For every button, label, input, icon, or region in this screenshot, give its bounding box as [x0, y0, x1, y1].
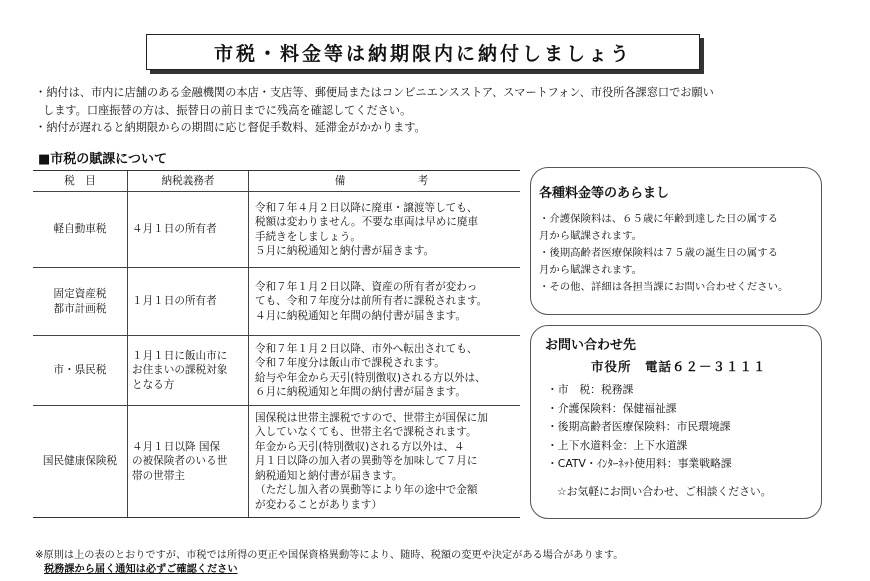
- contact-item: ・市 税：税務課: [547, 383, 634, 396]
- tax-name-cell: [33, 192, 128, 268]
- tax-table: [33, 170, 520, 518]
- fees-box-body: [539, 211, 821, 296]
- payer-cell: [128, 268, 249, 336]
- note-line: が変わることがあります）: [255, 498, 383, 511]
- intro-line: ・納付が遅れると納期限からの期間に応じ督促手数料、延滞金がかかります。: [35, 121, 426, 134]
- notes-cell: [249, 192, 521, 268]
- note-line: 年金から天引(特別徴収)される方以外は、４: [255, 440, 465, 453]
- page-title: 市税・料金等は納期限内に納付しましょう: [146, 34, 700, 70]
- table-row: [33, 336, 520, 406]
- header-notes: 備 考: [249, 171, 521, 192]
- note-line: （ただし加入者の異動等により年の途中で金額: [255, 484, 478, 497]
- fees-box-title: 各種料金等のあらまし: [539, 186, 670, 201]
- contact-item: ・後期高齢者医療保険料：市民環境課: [547, 420, 731, 433]
- note-line: 月１日以降の加入者の異動等を加味して７月に: [255, 455, 478, 468]
- header-tax-item: 税 目: [33, 171, 128, 192]
- note-line: 納税通知と納付書が届きます。: [255, 469, 403, 482]
- fees-line: ・介護保険料は、６５歳に年齢到達した日の属する: [539, 213, 778, 225]
- tax-name: 都市計画税: [53, 302, 107, 315]
- note-line: 入していなくても、世帯主名で課税されます。: [255, 426, 477, 439]
- fees-line: 月から賦課されます。: [539, 264, 643, 276]
- table-row: [33, 406, 520, 518]
- note-line: 税額は変わりません。不要な車両は早めに廃車: [255, 216, 479, 228]
- footnote: ※原則は上の表のとおりですが、市税では所得の更正や国保資格異動等により、随時、税額の変更や決定がある場合があります。: [35, 550, 624, 561]
- payer-line: ４月１日の所有者: [132, 223, 217, 236]
- intro-line: ・納付は、市内に店舗のある金融機関の本店・支店等、郵便局またはコンビニエンスストア、スマートフォン、市役所各課窓口でお願い: [35, 86, 714, 99]
- note-line: ４月に納税通知と年間の納付書が届きます。: [255, 309, 467, 322]
- tax-name-cell: [33, 336, 128, 406]
- contact-closing: ☆お気軽にお問い合わせ、ご相談ください。: [557, 484, 772, 498]
- note-line: 令和７年度分は飯山市で課税されます。: [255, 357, 445, 369]
- payer-line: 帯の世帯主: [132, 469, 185, 482]
- section-heading: ■市税の賦課について: [38, 152, 168, 167]
- tax-name: 市・県民税: [53, 364, 107, 377]
- note-line: ても、令和７年度分は前所有者に課税されます。: [255, 295, 488, 308]
- payer-cell: [128, 336, 249, 406]
- tax-name-cell: [33, 268, 128, 336]
- contact-box: [530, 325, 822, 519]
- fees-summary-box: [530, 167, 822, 315]
- tax-name-cell: [33, 406, 128, 518]
- notes-cell: [249, 336, 521, 406]
- note-line: 給与や年金から天引(特別徴収)される方以外は、: [255, 371, 486, 384]
- tax-name: 軽自動車税: [53, 223, 107, 236]
- payer-line: お住まいの課税対象: [132, 364, 228, 377]
- header-payer: 納税義務者: [128, 171, 249, 192]
- notes-cell: [249, 268, 521, 336]
- notes-cell: [249, 406, 521, 518]
- payer-line: １月１日の所有者: [132, 295, 217, 308]
- note-line: 令和７年４月２日以降に廃車・譲渡等しても、: [255, 201, 478, 214]
- payer-line: の被保険者のいる世: [132, 455, 228, 468]
- contact-item: ・CATV・ｲﾝﾀｰﾈｯﾄ使用料：事業戦略課: [547, 457, 732, 470]
- intro-notes: [35, 84, 835, 137]
- contact-list: [547, 381, 821, 474]
- contact-item: ・上下水道料金：上下水道課: [547, 438, 688, 452]
- note-line: 令和７年１月２日以降、市外へ転出されても、: [255, 342, 478, 355]
- contact-box-title: お問い合わせ先: [545, 338, 637, 353]
- office-phone: 市役所 電話６２－３１１１: [591, 359, 767, 374]
- note-line: 手続きをしましょう。: [255, 230, 361, 243]
- payer-line: １月１日に飯山市に: [132, 349, 228, 362]
- table-row: [33, 192, 520, 268]
- note-line: ５月に納税通知と納付書が届きます。: [255, 245, 435, 257]
- fees-line: ・その他、詳細は各担当課にお問い合わせください。: [539, 281, 789, 293]
- note-line: ６月に納税通知と年間の納付書が届きます。: [255, 386, 467, 398]
- table-row: [33, 268, 520, 336]
- note-line: 令和７年１月２日以降、資産の所有者が変わっ: [255, 280, 478, 293]
- fees-line: 月から賦課されます。: [539, 230, 643, 242]
- intro-line: します。口座振替の方は、振替日の前日までに残高を確認してください。: [43, 103, 412, 117]
- table-header-row: [33, 171, 520, 192]
- tax-name: 固定資産税: [53, 288, 107, 300]
- payer-line: ４月１日以降 国保: [132, 440, 221, 453]
- contact-item: ・介護保険料：保健福祉課: [547, 401, 677, 415]
- footnote-emphasis: 税務課から届く通知は必ずご確認ください: [44, 564, 238, 575]
- payer-cell: [128, 406, 249, 518]
- tax-name: 国民健康保険税: [42, 455, 118, 468]
- payer-cell: [128, 192, 249, 268]
- fees-line: ・後期高齢者医療保険料は７５歳の誕生日の属する: [539, 247, 778, 259]
- payer-line: となる方: [132, 378, 175, 391]
- note-line: 国保税は世帯主課税ですので、世帯主が国保に加: [255, 411, 488, 424]
